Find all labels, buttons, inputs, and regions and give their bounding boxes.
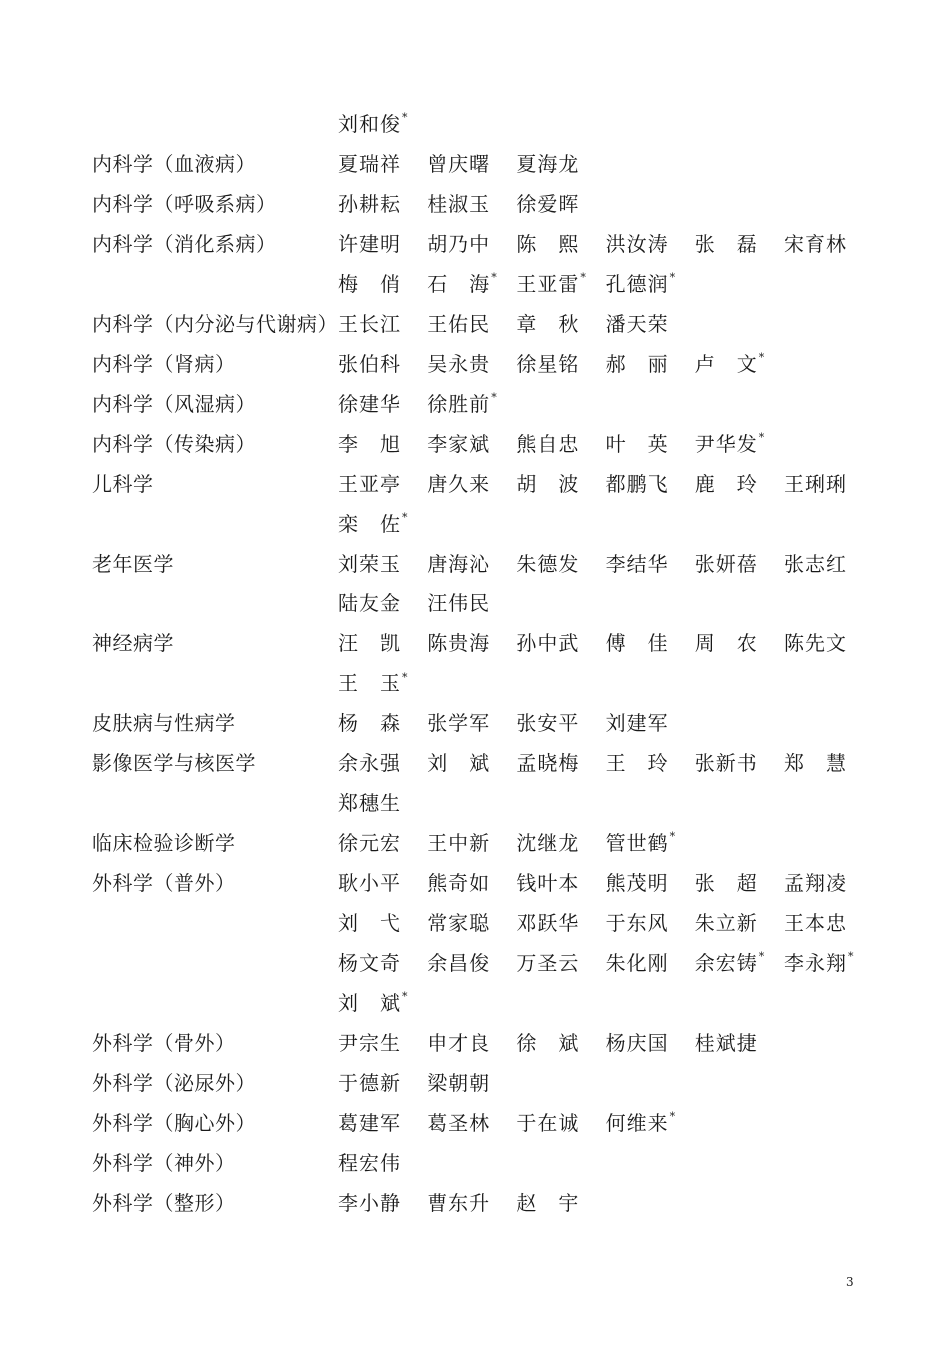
member-name <box>606 903 669 943</box>
member-name <box>516 1183 579 1223</box>
member-name-text: 梁朝朝 <box>427 1070 491 1095</box>
member-name <box>606 863 669 903</box>
member-name-text: 尹华发 <box>694 431 758 456</box>
asterisk-mark: * <box>491 391 498 405</box>
department-label: 外科学（神外） <box>92 1150 236 1175</box>
roster-line <box>0 264 950 304</box>
member-name-text: 章 秋 <box>516 311 580 336</box>
member-name-text: 胡 波 <box>516 471 580 496</box>
department-label: 内科学（内分泌与代谢病） <box>92 311 338 336</box>
member-name <box>516 184 579 224</box>
member-name-text: 刘和俊 <box>338 112 401 136</box>
roster-line <box>0 104 950 144</box>
member-name-text: 于德新 <box>338 1070 401 1095</box>
member-name-text: 孙中武 <box>516 631 580 656</box>
member-name <box>427 583 490 623</box>
member-name <box>338 663 409 703</box>
member-name <box>338 943 401 983</box>
member-name <box>338 264 401 304</box>
member-name <box>427 703 490 743</box>
member-name-text: 徐元宏 <box>338 831 401 856</box>
member-name <box>695 544 758 584</box>
member-name-text: 杨文奇 <box>338 951 401 975</box>
member-name <box>695 224 758 264</box>
roster-line <box>0 384 950 424</box>
member-name <box>695 863 758 903</box>
member-name-text: 熊茂明 <box>605 871 669 896</box>
member-name-text: 申才良 <box>427 1030 491 1055</box>
member-name-text: 张妍蓓 <box>694 551 758 576</box>
member-name <box>606 424 669 464</box>
member-name-text: 石 海 <box>427 271 491 296</box>
member-name <box>516 823 579 863</box>
department-label: 内科学（呼吸系病） <box>92 191 277 216</box>
roster-line <box>0 943 950 983</box>
roster-line <box>0 464 950 504</box>
member-name <box>516 304 579 344</box>
member-name-text: 陈 熙 <box>516 231 580 256</box>
member-name-text: 尹宗生 <box>338 1030 401 1055</box>
member-name-text: 王亚亭 <box>338 471 401 496</box>
roster-line <box>0 1023 950 1063</box>
member-name <box>338 1183 401 1223</box>
department-label: 皮肤病与性病学 <box>92 711 236 736</box>
member-name <box>338 743 401 783</box>
department-label: 影像医学与核医学 <box>92 751 256 776</box>
member-name-text: 孔德润 <box>605 271 669 296</box>
asterisk-mark: * <box>580 271 587 285</box>
member-name-text: 管世鹤 <box>605 831 669 856</box>
member-name <box>606 823 677 863</box>
department-label: 外科学（普外） <box>92 871 236 896</box>
department-label: 神经病学 <box>92 631 174 656</box>
asterisk-mark: * <box>669 1110 677 1124</box>
member-name <box>338 1103 401 1143</box>
member-name <box>338 384 401 424</box>
asterisk-mark: * <box>758 950 766 964</box>
member-name <box>516 623 579 663</box>
member-name-text: 万圣云 <box>516 951 580 975</box>
member-name <box>516 863 579 903</box>
member-name <box>338 544 401 584</box>
member-name-text: 郑穗生 <box>338 791 401 816</box>
member-name-text: 李家斌 <box>427 431 491 456</box>
member-name <box>606 623 669 663</box>
member-name <box>695 344 766 384</box>
member-name-text: 王 玲 <box>605 751 669 776</box>
department-label: 外科学（骨外） <box>92 1030 236 1055</box>
member-name <box>695 1023 758 1063</box>
member-name-text: 葛建军 <box>338 1110 401 1135</box>
member-name <box>427 184 490 224</box>
member-name <box>606 743 669 783</box>
member-name <box>606 304 669 344</box>
member-name-text: 孟翔凌 <box>784 871 847 896</box>
member-name-text: 熊奇如 <box>427 871 491 896</box>
member-name <box>695 623 758 663</box>
member-name <box>784 903 847 943</box>
member-name <box>338 304 401 344</box>
member-name <box>338 424 401 464</box>
roster-line <box>0 304 950 344</box>
member-name <box>516 344 579 384</box>
roster-line <box>0 903 950 943</box>
member-name <box>516 264 587 304</box>
member-name-text: 王 玉 <box>338 671 401 696</box>
member-name-text: 于东风 <box>605 911 669 935</box>
member-name-text: 洪汝涛 <box>605 231 669 256</box>
member-name <box>695 943 766 983</box>
asterisk-mark: * <box>758 430 766 444</box>
member-name-text: 张 超 <box>694 871 758 896</box>
member-name <box>427 544 490 584</box>
member-name <box>338 104 409 144</box>
member-name <box>427 384 498 424</box>
member-name <box>338 1143 401 1183</box>
member-name <box>338 1063 401 1103</box>
member-name-text: 刘荣玉 <box>338 551 401 576</box>
roster-line <box>0 583 950 623</box>
roster-line <box>0 703 950 743</box>
member-name-text: 王亚雷 <box>516 271 580 296</box>
member-name <box>427 623 490 663</box>
member-name <box>516 1103 579 1143</box>
member-name <box>338 504 409 544</box>
asterisk-mark: * <box>491 271 498 285</box>
roster-line <box>0 1143 950 1183</box>
member-name-text: 夏瑞祥 <box>338 151 401 176</box>
department-label: 老年医学 <box>92 551 174 576</box>
member-name <box>784 544 847 584</box>
member-name <box>427 424 490 464</box>
member-name-text: 郝 丽 <box>605 351 669 376</box>
department-label: 内科学（肾病） <box>92 351 236 376</box>
member-name-text: 程宏伟 <box>338 1150 401 1175</box>
roster-line <box>0 344 950 384</box>
member-name <box>784 863 847 903</box>
page-number: 3 <box>846 1275 854 1289</box>
member-name-text: 张志红 <box>784 551 847 576</box>
member-name <box>427 943 490 983</box>
member-name-text: 张安平 <box>516 711 580 736</box>
member-name <box>427 344 490 384</box>
member-name-text: 张新书 <box>694 751 758 776</box>
roster-line <box>0 504 950 544</box>
asterisk-mark: * <box>758 351 766 365</box>
member-name-text: 张学军 <box>427 711 491 736</box>
member-name-text: 熊自忠 <box>516 431 580 456</box>
member-name <box>427 144 490 184</box>
member-name <box>695 743 758 783</box>
member-name-text: 桂淑玉 <box>427 191 491 216</box>
roster-line <box>0 1063 950 1103</box>
member-name-text: 孟晓梅 <box>516 751 580 776</box>
roster-line <box>0 544 950 584</box>
member-name-text: 栾 佐 <box>338 511 401 536</box>
member-name <box>427 743 490 783</box>
department-label: 儿科学 <box>92 471 154 496</box>
member-name-text: 王中新 <box>427 831 491 856</box>
member-name-text: 张 磊 <box>694 231 758 256</box>
member-name-text: 李永翔 <box>784 951 847 975</box>
member-name <box>784 224 847 264</box>
member-name-text: 李小静 <box>338 1190 401 1215</box>
member-name-text: 陈贵海 <box>427 631 491 656</box>
asterisk-mark: * <box>669 830 677 844</box>
member-name-text: 余昌俊 <box>427 951 491 975</box>
member-name <box>606 344 669 384</box>
member-name-text: 何维来 <box>605 1110 669 1135</box>
department-label: 外科学（泌尿外） <box>92 1070 256 1095</box>
member-name <box>516 703 579 743</box>
member-name <box>427 1063 490 1103</box>
roster-line <box>0 144 950 184</box>
roster-line <box>0 823 950 863</box>
department-label: 内科学（血液病） <box>92 151 256 176</box>
member-name <box>784 943 855 983</box>
member-name <box>516 943 579 983</box>
member-name <box>338 184 401 224</box>
member-name <box>695 424 766 464</box>
member-name <box>784 743 847 783</box>
member-name-text: 都鹏飞 <box>605 471 669 496</box>
department-label: 外科学（胸心外） <box>92 1110 256 1135</box>
member-name-text: 徐胜前 <box>427 391 491 416</box>
member-name <box>606 703 669 743</box>
member-name-text: 刘建军 <box>605 711 669 736</box>
department-label: 内科学（传染病） <box>92 431 256 456</box>
member-name-text: 陆友金 <box>338 591 401 616</box>
member-name-text: 孙耕耘 <box>338 191 401 216</box>
asterisk-mark: * <box>669 271 677 285</box>
member-name-text: 杨庆国 <box>605 1030 669 1055</box>
member-name <box>606 224 669 264</box>
roster-line <box>0 224 950 264</box>
member-name <box>516 743 579 783</box>
member-name <box>338 863 401 903</box>
department-label: 临床检验诊断学 <box>92 831 236 856</box>
member-name-text: 周 农 <box>694 631 758 656</box>
member-name <box>784 464 847 504</box>
member-name-text: 胡乃中 <box>427 231 491 256</box>
member-name-text: 王长江 <box>338 311 401 336</box>
roster-line <box>0 983 950 1023</box>
department-label: 外科学（整形） <box>92 1190 236 1215</box>
member-name <box>427 1023 490 1063</box>
member-name-text: 赵 宇 <box>516 1190 580 1215</box>
member-name-text: 王本忠 <box>784 911 847 935</box>
member-name <box>338 823 401 863</box>
member-name <box>695 464 758 504</box>
member-name <box>427 1103 490 1143</box>
member-name-text: 于在诚 <box>516 1110 580 1135</box>
member-name-text: 徐星铭 <box>516 351 580 376</box>
member-name <box>338 1023 401 1063</box>
member-name-text: 徐 斌 <box>516 1030 580 1055</box>
member-name-text: 陈先文 <box>784 631 847 656</box>
member-name-text: 唐久来 <box>427 471 491 496</box>
member-name <box>427 304 490 344</box>
member-name-text: 耿小平 <box>338 871 401 896</box>
member-name-text: 常家聪 <box>427 911 491 935</box>
asterisk-mark: * <box>402 111 409 125</box>
member-name <box>606 943 669 983</box>
member-name <box>427 823 490 863</box>
member-name <box>338 783 401 823</box>
member-name-text: 潘天荣 <box>605 311 669 336</box>
asterisk-mark: * <box>402 990 409 1004</box>
member-name-text: 余宏铸 <box>694 951 758 975</box>
member-name-text: 曹东升 <box>427 1190 491 1215</box>
member-name-text: 刘 斌 <box>338 990 401 1015</box>
member-name <box>427 1183 490 1223</box>
member-name-text: 吴永贵 <box>427 351 491 376</box>
member-name-text: 王佑民 <box>427 311 491 336</box>
member-name <box>338 623 401 663</box>
member-name-text: 李结华 <box>605 551 669 576</box>
member-name <box>606 264 677 304</box>
member-name-text: 徐建华 <box>338 391 401 416</box>
department-label: 内科学（消化系病） <box>92 231 277 256</box>
member-name-text: 葛圣林 <box>427 1110 491 1135</box>
roster-line <box>0 663 950 703</box>
member-name <box>516 544 579 584</box>
member-name <box>338 144 401 184</box>
roster-line <box>0 623 950 663</box>
member-name-text: 曾庆曙 <box>427 151 491 176</box>
roster-line <box>0 783 950 823</box>
member-name-text: 张伯科 <box>338 351 401 376</box>
member-name <box>606 464 669 504</box>
member-name <box>338 903 401 943</box>
member-name <box>338 983 409 1023</box>
roster-line <box>0 863 950 903</box>
roster-line <box>0 1183 950 1223</box>
member-name-text: 王琍琍 <box>784 471 847 496</box>
member-name-text: 刘 斌 <box>427 751 491 776</box>
member-name-text: 刘 弋 <box>338 911 401 935</box>
member-name-text: 杨 森 <box>338 711 401 736</box>
member-name-text: 沈继龙 <box>516 831 580 856</box>
member-name-text: 鹿 玲 <box>694 471 758 496</box>
asterisk-mark: * <box>402 670 409 684</box>
member-name-text: 唐海沁 <box>427 551 491 576</box>
member-name-text: 许建明 <box>338 231 401 256</box>
member-name-text: 朱德发 <box>516 551 580 576</box>
member-name <box>338 344 401 384</box>
member-name <box>606 544 669 584</box>
member-name <box>427 903 490 943</box>
department-label: 内科学（风湿病） <box>92 391 256 416</box>
roster-line <box>0 1103 950 1143</box>
member-name <box>516 903 579 943</box>
member-name <box>338 464 401 504</box>
member-name-text: 郑 慧 <box>784 751 847 776</box>
member-name-text: 汪伟民 <box>427 591 491 616</box>
asterisk-mark: * <box>848 950 855 964</box>
member-name-text: 徐爱晖 <box>516 191 580 216</box>
member-name <box>427 264 498 304</box>
roster-line <box>0 743 950 783</box>
member-name-text: 钱叶本 <box>516 871 580 896</box>
member-name-text: 余永强 <box>338 751 401 776</box>
member-name-text: 梅 俏 <box>338 271 401 296</box>
member-name-text: 朱化刚 <box>605 951 669 975</box>
member-name <box>516 464 579 504</box>
member-name <box>338 583 401 623</box>
member-name <box>606 1103 677 1143</box>
member-name <box>516 1023 579 1063</box>
member-name <box>516 144 579 184</box>
member-name-text: 朱立新 <box>694 911 758 935</box>
member-name-text: 宋育林 <box>784 231 847 256</box>
member-name-text: 桂斌捷 <box>694 1030 758 1055</box>
member-name <box>516 424 579 464</box>
member-name-text: 邓跃华 <box>516 911 580 935</box>
member-name <box>427 464 490 504</box>
member-name-text: 卢 文 <box>694 351 758 376</box>
member-name <box>427 224 490 264</box>
member-name <box>784 623 847 663</box>
member-name-text: 叶 英 <box>605 431 669 456</box>
roster-line <box>0 184 950 224</box>
member-name <box>516 224 579 264</box>
member-name <box>427 863 490 903</box>
member-name-text: 汪 凯 <box>338 631 401 656</box>
member-name-text: 傅 佳 <box>605 631 669 656</box>
member-name-text: 夏海龙 <box>516 151 580 176</box>
member-name <box>338 224 401 264</box>
member-name-text: 李 旭 <box>338 431 401 456</box>
member-name <box>606 1023 669 1063</box>
roster-line <box>0 424 950 464</box>
member-name <box>695 903 758 943</box>
asterisk-mark: * <box>402 510 409 524</box>
member-name <box>338 703 401 743</box>
